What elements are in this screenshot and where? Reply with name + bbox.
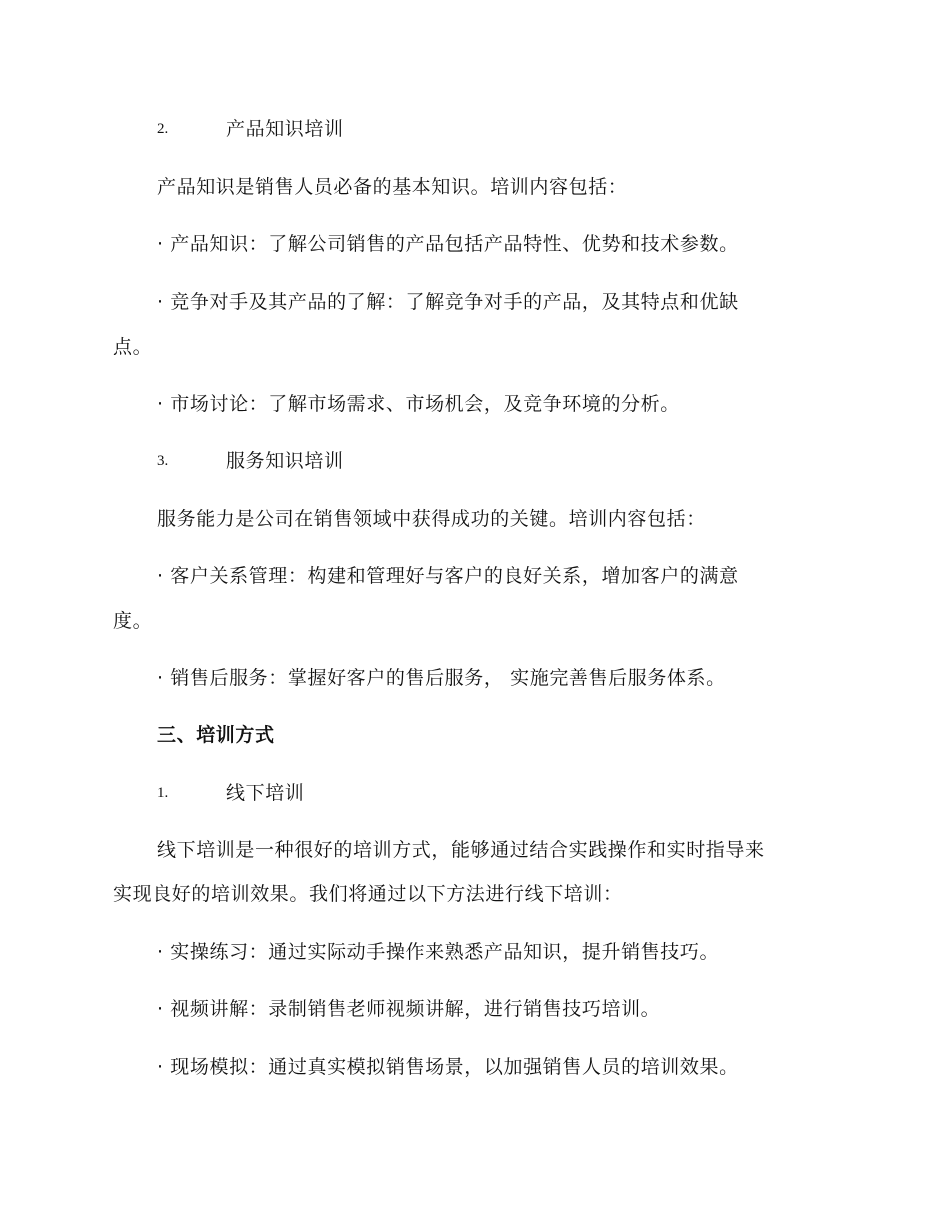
section-title: 线下培训 (226, 782, 305, 804)
bullet-item: · 现场模拟：通过真实模拟销售场景，以加强销售人员的培训效果。 (157, 1056, 739, 1078)
paragraph: 线下培训是一种很好的培训方式，能够通过结合实践操作和实时指导来 (157, 839, 765, 861)
bullet-item: · 实操练习：通过实际动手操作来熟悉产品知识，提升销售技巧。 (157, 941, 720, 963)
section-title: 产品知识培训 (226, 118, 344, 140)
bullet-item: · 竞争对手及其产品的了解：了解竞争对手的产品，及其特点和优缺 (157, 291, 739, 313)
paragraph-continuation: 实现良好的培训效果。我们将通过以下方法进行线下培训： (113, 883, 623, 905)
section-number: 3. (157, 453, 169, 469)
section-number: 2. (157, 121, 169, 137)
paragraph: 产品知识是销售人员必备的基本知识。培训内容包括： (157, 176, 628, 198)
bullet-item-continuation: 度。 (113, 610, 153, 632)
bullet-item: · 客户关系管理：构建和管理好与客户的良好关系，增加客户的满意 (157, 565, 739, 587)
bullet-item: · 视频讲解：录制销售老师视频讲解，进行销售技巧培训。 (157, 998, 661, 1020)
section-number: 1. (157, 785, 169, 801)
section-title: 服务知识培训 (226, 450, 344, 472)
bullet-item: · 销售后服务：掌握好客户的售后服务， 实施完善售后服务体系。 (157, 667, 726, 689)
bullet-item-continuation: 点。 (113, 336, 153, 358)
chapter-heading: 三、培训方式 (157, 724, 275, 746)
bullet-item: · 产品知识：了解公司销售的产品包括产品特性、优势和技术参数。 (157, 233, 739, 255)
paragraph: 服务能力是公司在销售领域中获得成功的关键。培训内容包括： (157, 508, 706, 530)
bullet-item: · 市场讨论：了解市场需求、市场机会，及竞争环境的分析。 (157, 393, 680, 415)
